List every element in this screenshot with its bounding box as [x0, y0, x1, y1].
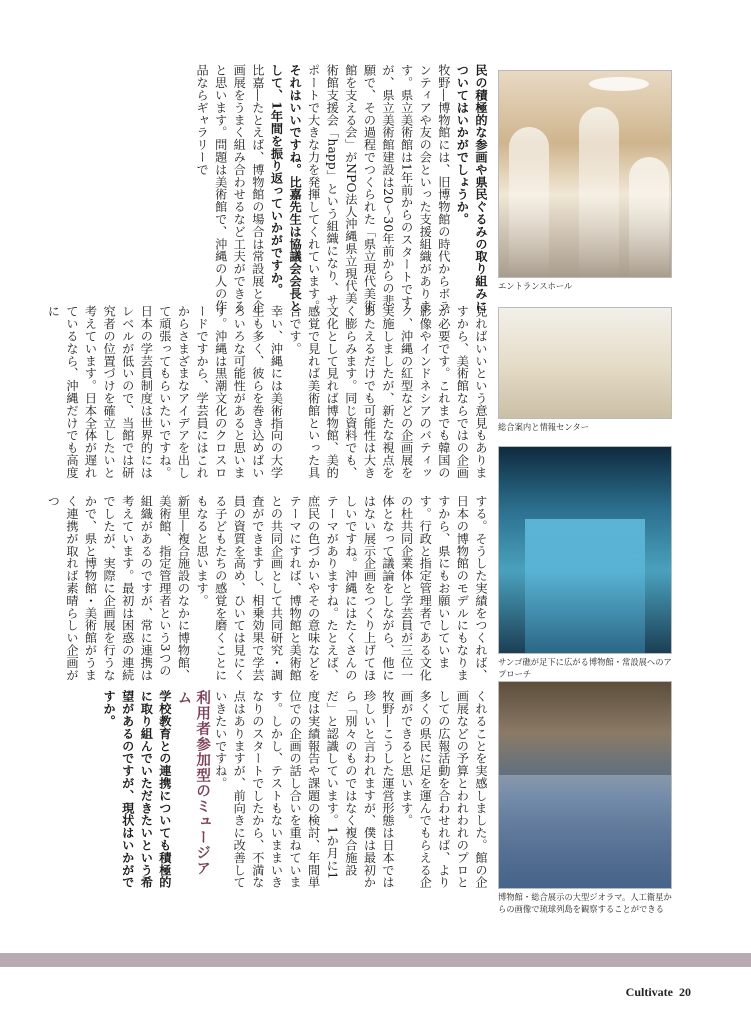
- photo-caption: 総合案内と情報センター: [498, 422, 589, 432]
- photo-caption: サンゴ礁が足下に広がる博物館・常設展へのアプローチ: [498, 657, 672, 679]
- article-column-4: [80, 690, 490, 890]
- magazine-name: Cultivate: [625, 985, 673, 999]
- interview-answer-shinzato-1: 新里―複合施設のなかに博物館、美術館、指定管理者という3つの組織があるのですが、常に連携は考えています。最初は困惑の連続でしたが、実際に企画展を行うなかで、県と博物館・美術館がうまく連携が取れば素晴らしい企画がつ: [46, 495, 191, 681]
- interview-answer-higa-5: する。そうした実績をつくれば、日本の博物館のモデルにもなりますから、県にもお願いしています。行政と指定管理者である文化の杜共同企業体と学芸員が三位一体となって議論をしながら、他にはない展示企画をつくり上げてほしいですね。沖縄にはたくさんのテーマがありますね。たとえば、庶民の色づかいやその意味などをテーマにすれば、博物館と美術館との共同企画として共同研究・調査ができますし、相乗効果で学芸員の資質を高め、ひいては見にくる子どもたちの感覚を磨くことにもなると思います。: [195, 495, 488, 681]
- interview-question-3: 学校教育との連携についても積極的に取り組んでいただきたいという希望があるのですが、現状はいかがですか。: [102, 690, 172, 889]
- photo-entrance-hall: [498, 70, 672, 278]
- pillar-shape: [629, 157, 669, 277]
- photo-information-center: [498, 307, 672, 419]
- interview-answer-shinzato-2: くれることを実感しました。館の企画展などの予算とわれわれのプロとしての広報活動を合わせれば、より多くの県民に足を運んでもらえる企画ができると思います。: [399, 690, 488, 889]
- interview-answer-makino-1: 牧野―博物館には、旧博物館の時代からボランティアや友の会といった支援組織があります。県立美術館は1年前からのスタートですが、県立美術館建設は20～30年前からの悲願で、その過程でつくられた「県立現代美術館を支える会」がNPO法人沖縄県立現代美術館支援会「happ」という組織になり、サポートで大きな力を発揮してくれています。: [306, 64, 451, 312]
- glass-floor: [525, 519, 645, 653]
- ceiling-light: [589, 77, 649, 91]
- pillar-shape: [579, 107, 619, 277]
- section-heading: 利用者参加型のミュージアム: [175, 690, 212, 876]
- page-number: 20: [679, 985, 691, 999]
- diorama-map: [499, 775, 671, 888]
- page-footer: [620, 985, 691, 1000]
- interview-question-2: それはいいですね。比嘉先生は協議会会長として、1年間を振り返っていかがですか。: [269, 64, 303, 312]
- pillar-shape: [509, 127, 549, 277]
- interview-answer-higa-4: 日本の学芸員制度は世界的にはレベルが低いので、当館では研究者の位置づけを確立したいと考えています。日本全体が遅れているなら、沖縄だけでも高度に: [46, 305, 154, 479]
- article-column-3: [46, 495, 490, 685]
- photo-caption: 博物館・総合展示の大型ジオラマ。人工衛星からの画像で琉球列島を観察することができる: [498, 892, 672, 914]
- interview-answer-makino-2: 牧野―こうした運営形態は日本では珍しいと言われますが、僕は最初から「別々のものではなく複合施設だ」と認識しています。1か月に1度は実績報告や課題の検討、年間単位での企画の話し合いを重ねています。しかし、テストもないままいきなりのスタートでしたから、不満な点はありますが、前向きに改善していきたいですね。: [213, 690, 396, 889]
- interview-answer-higa-2: 見ればいいという意見もありますから、美術館ならではの企画が必要です。これまでも韓国の影像やインドネシアのバティック、沖縄の紅型などの企画展を実施しましたが、新たな視点をあたえるだけでも可能性は大きく膨らみます。同じ資料でも、文化として見れば博物館、美的感覚で見れば美術館といった具合です。: [288, 305, 488, 479]
- photo-caption: エントランスホール: [498, 281, 573, 291]
- interview-question-1: 民の積極的な参画や県民ぐるみの取り組みについてはいかがでしょうか。: [455, 64, 488, 312]
- interview-answer-higa-1: 比嘉―たとえば、博物館の場合は常設展と企画展をうまく組み合わせるなど工夫ができると思います。問題は美術館で、沖縄の人の作品ならギャラリーで: [195, 64, 265, 312]
- article-column-1: [80, 64, 490, 314]
- interview-answer-higa-3: 幸い、沖縄には美術指向の大学生も多く、彼らを巻き込めばいろいろな可能性があると思います。沖縄は黒潮文化のクロスロードですから、学芸員にはこれからさまざまなアイデアを出して頑張ってもらいたいですね。: [157, 305, 284, 479]
- photo-coral-floor: [498, 446, 672, 654]
- photo-diorama: [498, 681, 672, 889]
- footer-band: [0, 953, 751, 967]
- article-column-2: [46, 305, 490, 485]
